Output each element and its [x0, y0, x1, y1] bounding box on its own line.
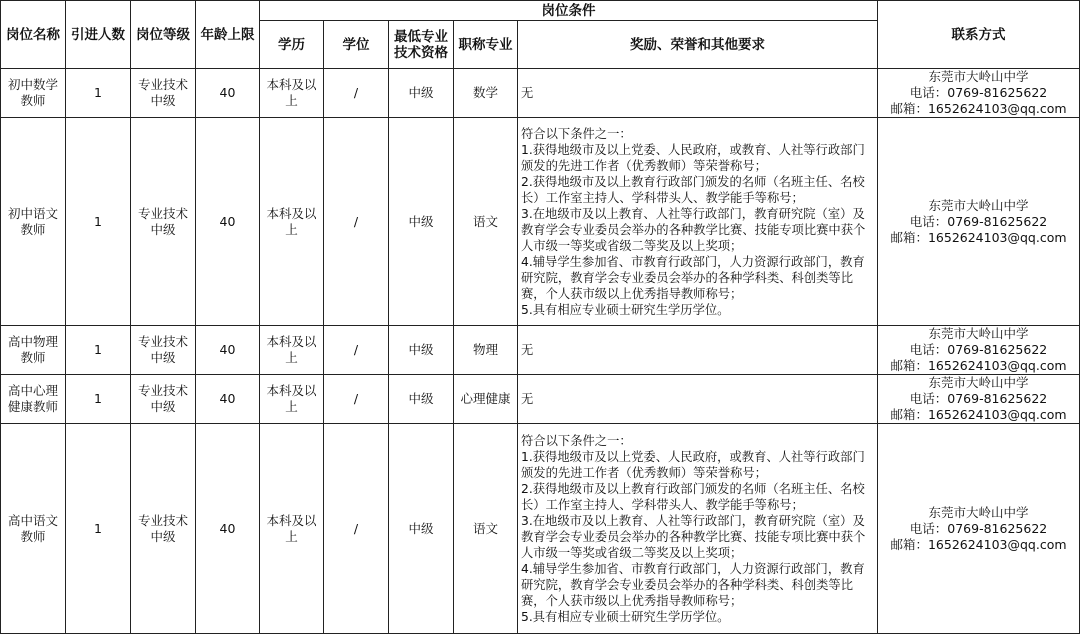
cell-rewards: 符合以下条件之一： 1.获得地级市及以上党委、人民政府，或教育、人社等行政部门颁发的先进工作者（优秀教师）等荣誉称号； 2.获得地级市及以上教育行政部门颁发的名师（名班主任、名校长）工作室主持人、学科带头人、教学能手等称号； 3.在地级市及以上教育、人社等行政部门，教育研究院（室）及教育学会专业委员会举办的各种教学比赛、技能专项比赛中获个人市级一等奖或省级二等奖及以上奖项； 4.辅导学生参加省、市教育行政部门，人力资源行政部门，教育研究院，教育学会专业委员会举办的各种学科类、科创类等比赛，个人获市级以上优秀指导教师称号； 5.具有相应专业硕士研究生学历学位。: [518, 424, 878, 634]
cell-major: 数学: [454, 69, 518, 118]
cell-age-limit: 40: [196, 118, 260, 326]
cell-count: 1: [66, 326, 131, 375]
cell-qualification: 中级: [389, 424, 454, 634]
cell-rewards: 无: [518, 69, 878, 118]
cell-position-name: 高中语文教师: [1, 424, 66, 634]
cell-qualification: 中级: [389, 326, 454, 375]
header-qualification: 最低专业技术资格: [389, 21, 454, 69]
cell-position-name: 高中物理教师: [1, 326, 66, 375]
cell-rewards: 无: [518, 375, 878, 424]
header-contact: 联系方式: [878, 1, 1080, 69]
cell-contact: 东莞市大岭山中学 电话：0769-81625622 邮箱：1652624103@qq.com: [878, 326, 1080, 375]
header-education: 学历: [260, 21, 324, 69]
header-conditions-group: 岗位条件: [260, 1, 878, 21]
cell-major: 语文: [454, 424, 518, 634]
cell-rewards: 无: [518, 326, 878, 375]
cell-education: 本科及以上: [260, 69, 324, 118]
header-rewards: 奖励、荣誉和其他要求: [518, 21, 878, 69]
cell-major: 物理: [454, 326, 518, 375]
cell-education: 本科及以上: [260, 375, 324, 424]
table-row: [1, 118, 1080, 326]
cell-major: 语文: [454, 118, 518, 326]
header-position-name: 岗位名称: [1, 1, 66, 69]
cell-qualification: 中级: [389, 118, 454, 326]
cell-degree: /: [324, 69, 389, 118]
cell-age-limit: 40: [196, 69, 260, 118]
header-major: 职称专业: [454, 21, 518, 69]
header-age-limit: 年龄上限: [196, 1, 260, 69]
cell-level: 专业技术中级: [131, 69, 196, 118]
cell-degree: /: [324, 118, 389, 326]
cell-level: 专业技术中级: [131, 326, 196, 375]
cell-degree: /: [324, 375, 389, 424]
cell-degree: /: [324, 424, 389, 634]
table-row: [1, 326, 1080, 375]
table-row: [1, 424, 1080, 634]
cell-contact: 东莞市大岭山中学 电话：0769-81625622 邮箱：1652624103@qq.com: [878, 118, 1080, 326]
cell-contact: 东莞市大岭山中学 电话：0769-81625622 邮箱：1652624103@qq.com: [878, 69, 1080, 118]
header-row-top: [1, 1, 1080, 21]
cell-position-name: 高中心理健康教师: [1, 375, 66, 424]
cell-age-limit: 40: [196, 375, 260, 424]
cell-level: 专业技术中级: [131, 118, 196, 326]
cell-level: 专业技术中级: [131, 375, 196, 424]
cell-rewards: 符合以下条件之一： 1.获得地级市及以上党委、人民政府，或教育、人社等行政部门颁发的先进工作者（优秀教师）等荣誉称号； 2.获得地级市及以上教育行政部门颁发的名师（名班主任、名校长）工作室主持人、学科带头人、教学能手等称号； 3.在地级市及以上教育、人社等行政部门，教育研究院（室）及教育学会专业委员会举办的各种教学比赛、技能专项比赛中获个人市级一等奖或省级二等奖及以上奖项； 4.辅导学生参加省、市教育行政部门，人力资源行政部门，教育研究院，教育学会专业委员会举办的各种学科类、科创类等比赛，个人获市级以上优秀指导教师称号； 5.具有相应专业硕士研究生学历学位。: [518, 118, 878, 326]
cell-count: 1: [66, 375, 131, 424]
cell-age-limit: 40: [196, 326, 260, 375]
header-count: 引进人数: [66, 1, 131, 69]
cell-position-name: 初中数学教师: [1, 69, 66, 118]
cell-education: 本科及以上: [260, 118, 324, 326]
cell-qualification: 中级: [389, 69, 454, 118]
cell-level: 专业技术中级: [131, 424, 196, 634]
header-level: 岗位等级: [131, 1, 196, 69]
cell-count: 1: [66, 118, 131, 326]
cell-major: 心理健康: [454, 375, 518, 424]
cell-contact: 东莞市大岭山中学 电话：0769-81625622 邮箱：1652624103@qq.com: [878, 424, 1080, 634]
cell-education: 本科及以上: [260, 424, 324, 634]
cell-education: 本科及以上: [260, 326, 324, 375]
cell-position-name: 初中语文教师: [1, 118, 66, 326]
cell-count: 1: [66, 424, 131, 634]
table-row: [1, 375, 1080, 424]
header-degree: 学位: [324, 21, 389, 69]
table-row: [1, 69, 1080, 118]
cell-contact: 东莞市大岭山中学 电话：0769-81625622 邮箱：1652624103@qq.com: [878, 375, 1080, 424]
cell-count: 1: [66, 69, 131, 118]
cell-degree: /: [324, 326, 389, 375]
cell-age-limit: 40: [196, 424, 260, 634]
cell-qualification: 中级: [389, 375, 454, 424]
